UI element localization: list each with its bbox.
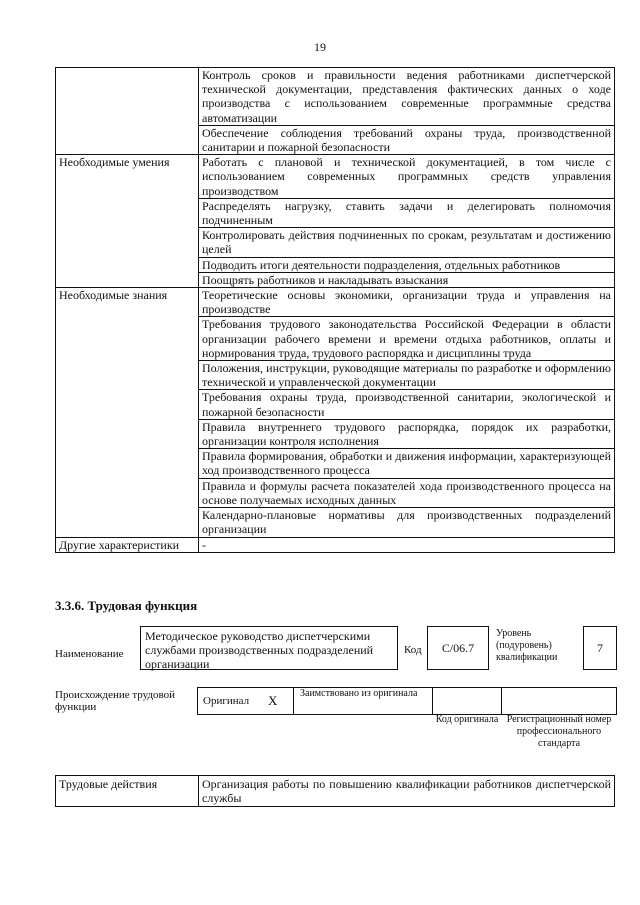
level-box [583,626,617,670]
table-row [56,419,615,448]
original-label: Оригинал [203,695,250,707]
table-cell: Обеспечение соблюдения требований охраны труда, производственной санитарии и пожарной безопасности [199,125,615,154]
table-cell: Контроль сроков и правильности ведения работниками диспетчерской технической документации, представления фактических данных о ходе производства с использованием современные программные средства автоматизации [199,68,615,126]
origin-divider-1 [293,687,294,714]
row-label [56,508,199,537]
code-box [427,626,489,670]
origin-divider-2 [432,687,433,714]
table-cell: Требования трудового законодательства Российской Федерации в области организации рабочего времени и времени отдыха работников, оплаты и нормирования труда, трудового распорядка и дисциплины труда [199,317,615,361]
table-cell: Календарно-плановые нормативы для производственных подразделений организации [199,508,615,537]
row-label [56,198,199,227]
row-label [56,272,199,287]
row-label [56,125,199,154]
table-row [56,125,615,154]
table-cell: Правила внутреннего трудового распорядка, порядок их разработки, организации контроля исполнения [199,419,615,448]
table-row [56,361,615,390]
table-cell: Подводить итоги деятельности подразделения, отдельных работников [199,257,615,272]
row-label [56,419,199,448]
origin-divider-3 [501,687,502,714]
row-label: Другие характеристики [56,537,199,552]
table-cell: Работать с плановой и технической документацией, в том числе с использованием современных программных средств управления производством [199,155,615,199]
reg-number-caption: Регистрационный номер профессионального стандарта [506,714,612,749]
row-label [56,257,199,272]
table-cell: Правила и формулы расчета показателей хода производственного процесса на основе получаемых исходных данных [199,478,615,507]
table-row [56,537,615,552]
table-row [56,478,615,507]
row-label [56,317,199,361]
table-cell: Распределять нагрузку, ставить задачи и делегировать полномочия подчиненным [199,198,615,227]
row-label [56,228,199,257]
row-label [56,361,199,390]
row-label [56,449,199,478]
function-code: C/06.7 [441,641,475,655]
labor-actions-table [55,775,615,807]
name-box [140,626,398,670]
table-row [56,317,615,361]
table-row [56,449,615,478]
table-cell: Поощрять работников и накладывать взыскания [199,272,615,287]
table-row [56,68,615,126]
table-row [56,272,615,287]
row-label: Необходимые знания [56,288,199,317]
code-label: Код [404,644,422,656]
row-label [56,68,199,126]
row-label [56,478,199,507]
table-cell: Организация работы по повышению квалификации работников диспетчерской службы [199,776,615,807]
row-label [56,390,199,419]
qualification-level: 7 [597,641,603,655]
table-cell: Положения, инструкции, руководящие материалы по разработке и оформлению технической и управленческой документации [199,361,615,390]
borrowed-label: Заимствовано из оригинала [300,688,418,699]
table-cell: Правила формирования, обработки и движения информации, характеризующей ход производственного процесса [199,449,615,478]
section-title: 3.3.6. Трудовая функция [55,598,198,613]
page-number: 19 [314,40,326,54]
table-row [56,228,615,257]
competence-table [55,67,615,553]
table-cell: - [199,537,615,552]
original-mark: X [268,693,278,708]
table-cell: Контролировать действия подчиненных по срокам, результатам и достижению целей [199,228,615,257]
table-row [56,508,615,537]
table-row [56,390,615,419]
level-label: Уровень (подуровень) квалификации [496,628,558,663]
table-row [56,198,615,227]
function-name: Методическое руководство диспетчерскими службами производственных подразделений организации [145,629,374,671]
table-cell: Теоретические основы экономики, организации труда и управления на производстве [199,288,615,317]
row-label: Трудовые действия [56,776,199,807]
table-row [56,288,615,317]
table-row [56,776,615,807]
table-cell: Требования охраны труда, производственной санитарии, экологической и пожарной безопасности [199,390,615,419]
table-row [56,155,615,199]
table-row [56,257,615,272]
code-original-caption: Код оригинала [435,714,499,725]
row-label: Необходимые умения [56,155,199,199]
origin-label: Происхождение трудовой функции [55,689,176,713]
name-label: Наименование [55,648,124,660]
